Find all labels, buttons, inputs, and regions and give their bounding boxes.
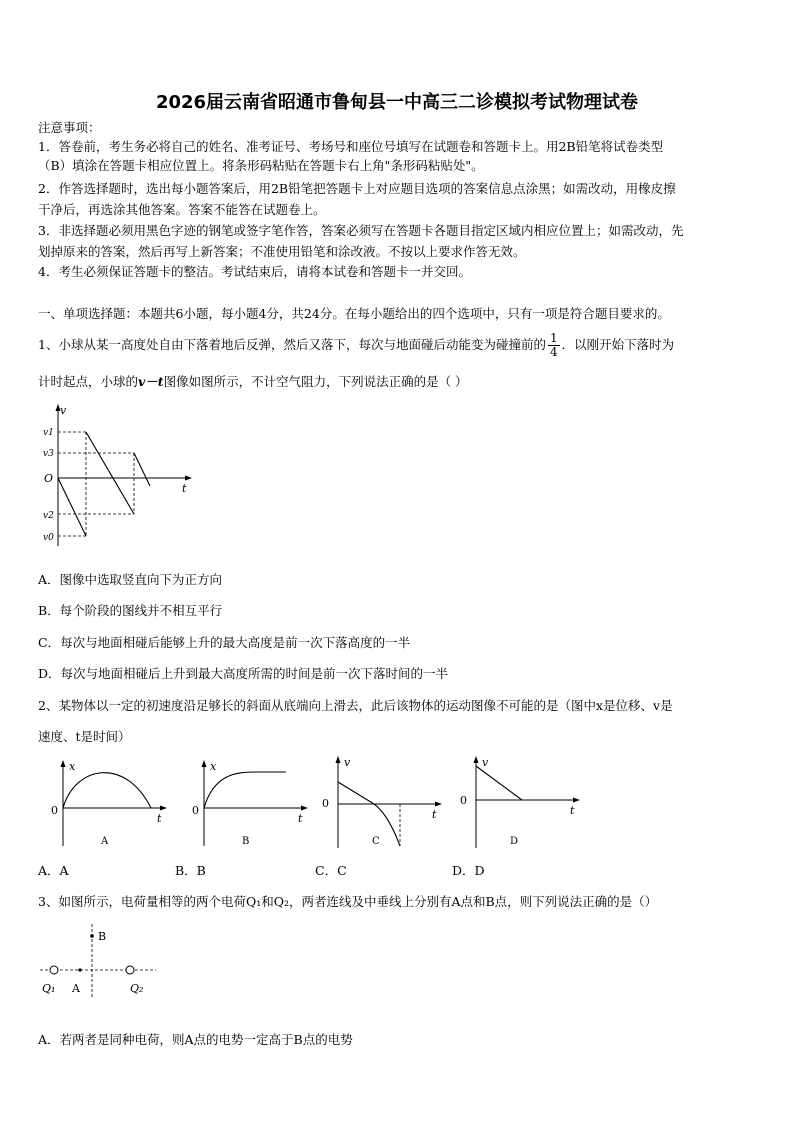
page-title: 2026届云南省昭通市鲁甸县一中高三二诊模拟考试物理试卷 <box>155 92 639 113</box>
point-a <box>78 968 81 971</box>
origin-label: 0 <box>192 804 199 817</box>
q1-option-a: A．图像中选取竖直向下为正方向 <box>38 572 223 587</box>
charge-q2 <box>126 966 134 974</box>
fraction <box>548 332 560 359</box>
origin-label: 0 <box>460 794 467 807</box>
origin-label: 0 <box>51 804 58 817</box>
tick-label-v1: v1 <box>43 428 54 438</box>
label-q2: Q₂ <box>130 982 144 995</box>
q2-graph-b <box>186 756 311 852</box>
question-3-line-1: 3、如图所示，电荷量相等的两个电荷Q₁和Q₂，两者连线及中垂线上分别有A点和B点，则下列说法正确的是（） <box>38 894 658 909</box>
graph-caption: D <box>510 836 519 847</box>
notice-line: 干净后，再选涂其他答案。答案不能答在试题卷上。 <box>38 202 326 217</box>
q1-text: 图像如图所示，不计空气阻力，下列说法正确的是（ ） <box>163 374 468 389</box>
q2-option-b: B．B <box>175 863 206 878</box>
q1-text: 计时起点，小球的 <box>38 374 139 389</box>
q1-option-b: B．每个阶段的图线并不相互平行 <box>38 603 223 618</box>
axis-label-v: v <box>60 404 67 417</box>
question-1-line-2 <box>38 373 760 391</box>
q3-option-a: A．若两者是同种电荷，则A点的电势一定高于B点的电势 <box>38 1032 353 1047</box>
vt-symbol: v－t <box>138 374 164 389</box>
axis-label-t: t <box>157 812 162 825</box>
q1-text: 1、小球从某一高度处自由下落着地后反弹，然后又落下，每次与地面碰后动能变为碰撞前的 <box>38 337 546 352</box>
graph-caption: C <box>372 836 380 847</box>
axis-label-t: t <box>182 482 187 495</box>
tick-label-v3: v3 <box>43 449 54 459</box>
q1-text: ．以刚开始下落时为 <box>561 337 675 352</box>
label-b: B <box>98 930 107 943</box>
point-b <box>90 934 94 938</box>
axis-label-x: x <box>69 760 76 773</box>
axis-label-v: v <box>344 756 351 769</box>
axis-label-t: t <box>432 808 437 821</box>
notice-line: （B）填涂在答题卡相应位置上。将条形码粘贴在答题卡右上角"条形码粘贴处"。 <box>38 158 484 173</box>
origin-label: 0 <box>322 797 329 810</box>
fraction-numerator: 1 <box>549 331 558 345</box>
section-heading: 一、单项选择题：本题共6小题，每小题4分，共24分。在每小题给出的四个选项中，只有一项是符合题目要求的。 <box>38 306 670 321</box>
q2-graph-a <box>45 756 170 852</box>
axis-label-t: t <box>570 804 575 817</box>
graph-caption: A <box>101 836 109 847</box>
q1-option-c: C．每次与地面相碰后能够上升的最大高度是前一次下落高度的一半 <box>38 635 411 650</box>
question-2-line-2: 速度、t是时间） <box>38 729 131 744</box>
notice-line: 3．非选择题必须用黑色字迹的钢笔或签字笔作答，答案必须写在答题卡各题目指定区域内相应位置上；如需改动，先 <box>38 223 684 238</box>
question-1-line-1 <box>38 330 760 360</box>
graph-caption: B <box>242 836 250 847</box>
charge-q1 <box>50 966 58 974</box>
question-2-line-1: 2、某物体以一定的初速度沿足够长的斜面从底端向上滑去，此后该物体的运动图像不可能的是（图中x是位移、v是 <box>38 698 673 713</box>
q2-option-a: A．A <box>38 863 69 878</box>
notice-heading: 注意事项： <box>38 120 101 135</box>
tick-label-v2: v2 <box>43 511 54 521</box>
notice-line: 划掉原来的答案，然后再写上新答案；不准使用铅笔和涂改液。不按以上要求作答无效。 <box>38 244 526 259</box>
q1-option-d: D．每次与地面相碰后上升到最大高度所需的时间是前一次下落时间的一半 <box>38 666 449 681</box>
notice-line: 4．考生必须保证答题卡的整洁。考试结束后，请将本试卷和答题卡一并交回。 <box>38 264 471 279</box>
tick-label-v0: v0 <box>43 533 54 543</box>
axis-label-x: x <box>210 760 217 773</box>
q3-charge-figure <box>36 920 166 1002</box>
label-a: A <box>72 982 80 995</box>
axis-label-v: v <box>482 756 489 769</box>
q2-graph-d <box>458 752 583 852</box>
q1-vt-graph <box>38 400 198 550</box>
fraction-denominator: 4 <box>549 345 558 359</box>
axis-label-t: t <box>298 812 303 825</box>
notice-line: 2．作答选择题时，选出每小题答案后，用2B铅笔把答题卡上对应题目选项的答案信息点涂黑；如需改动，用橡皮擦 <box>38 181 676 196</box>
label-q1: Q₁ <box>42 982 56 995</box>
origin-label: O <box>44 472 54 485</box>
notice-line: 1．答卷前，考生务必将自己的姓名、准考证号、考场号和座位号填写在试题卷和答题卡上。用2B铅笔将试卷类型 <box>38 139 664 154</box>
q2-graph-c <box>320 752 445 852</box>
q2-option-d: D．D <box>452 863 485 878</box>
q2-option-c: C．C <box>315 863 347 878</box>
